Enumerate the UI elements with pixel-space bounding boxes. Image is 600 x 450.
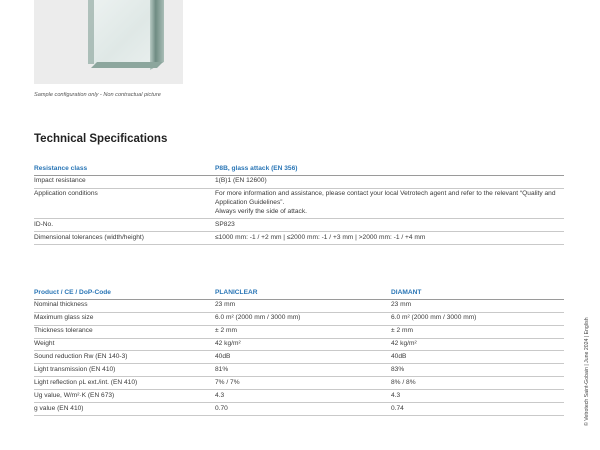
header-cell: Product / CE / DoP-Code (34, 287, 215, 299)
table-row (34, 377, 564, 390)
header-cell: DIAMANT (391, 287, 564, 299)
table-row (34, 188, 564, 219)
row-value: 23 mm (391, 299, 564, 312)
row-value: 0.74 (391, 403, 564, 416)
row-value: 7% / 7% (215, 377, 391, 390)
table-header-row (34, 287, 564, 299)
row-label: Impact resistance (34, 175, 215, 188)
row-label: Thickness tolerance (34, 325, 215, 338)
row-label: Maximum glass size (34, 312, 215, 325)
table-row (34, 403, 564, 416)
row-value: 4.3 (215, 390, 391, 403)
glass-pane-side (88, 0, 94, 64)
row-label: Nominal thickness (34, 299, 215, 312)
table-row (34, 390, 564, 403)
row-label: Light reflection ρL ext./int. (EN 410) (34, 377, 215, 390)
row-label: Light transmission (EN 410) (34, 364, 215, 377)
row-value-line: For more information and assistance, please contact your local Vetrotech agent and refer to the relevant “Quality and Application Guidelines”. (215, 190, 556, 207)
spec-table-resistance (34, 163, 564, 245)
table-row (34, 299, 564, 312)
header-cell: PLANICLEAR (215, 287, 391, 299)
glass-pane (88, 0, 158, 64)
copyright-side-text: © Vetrotech Saint-Gobain | June 2024 | English (584, 317, 590, 426)
product-photo (34, 0, 183, 84)
glass-bottom-edge (91, 62, 163, 68)
spec-table-product (34, 287, 564, 416)
row-value: 1(B)1 (EN 12600) (215, 175, 564, 188)
row-value: 0.70 (215, 403, 391, 416)
row-label: Dimensional tolerances (width/height) (34, 232, 215, 245)
row-value: 4.3 (391, 390, 564, 403)
row-value: 42 kg/m² (391, 338, 564, 351)
table-row (34, 351, 564, 364)
table-row (34, 219, 564, 232)
row-value: 6.0 m² (2000 mm / 3000 mm) (215, 312, 391, 325)
section-title: Technical Specifications (34, 133, 168, 145)
row-value: 40dB (215, 351, 391, 364)
row-value: 83% (391, 364, 564, 377)
row-value: 8% / 8% (391, 377, 564, 390)
row-value: 81% (215, 364, 391, 377)
table-row (34, 364, 564, 377)
row-value: ± 2 mm (391, 325, 564, 338)
row-value: 23 mm (215, 299, 391, 312)
row-value: 6.0 m² (2000 mm / 3000 mm) (391, 312, 564, 325)
table-row (34, 232, 564, 245)
table-row (34, 338, 564, 351)
row-label: Ug value, W/m²·K (EN 673) (34, 390, 215, 403)
glass-edge (150, 0, 164, 70)
table-row (34, 312, 564, 325)
row-value: ≤1000 mm: -1 / +2 mm | ≤2000 mm: -1 / +3 mm | >2000 mm: -1 / +4 mm (215, 232, 564, 245)
row-label: Application conditions (34, 188, 215, 219)
row-value: ± 2 mm (215, 325, 391, 338)
row-label: Weight (34, 338, 215, 351)
row-value: 40dB (391, 351, 564, 364)
row-label: ID-No. (34, 219, 215, 232)
row-label: Sound reduction Rw (EN 140-3) (34, 351, 215, 364)
header-cell: P8B, glass attack (EN 356) (215, 163, 564, 175)
table-row (34, 175, 564, 188)
row-value-line: Always verify the side of attack. (215, 208, 307, 216)
row-value (215, 188, 564, 219)
table-header-row (34, 163, 564, 175)
row-value: SP823 (215, 219, 564, 232)
row-value: 42 kg/m² (215, 338, 391, 351)
photo-caption: Sample configuration only - Non contractual picture (34, 92, 161, 98)
header-cell: Resistance class (34, 163, 215, 175)
table-row (34, 325, 564, 338)
row-label: g value (EN 410) (34, 403, 215, 416)
